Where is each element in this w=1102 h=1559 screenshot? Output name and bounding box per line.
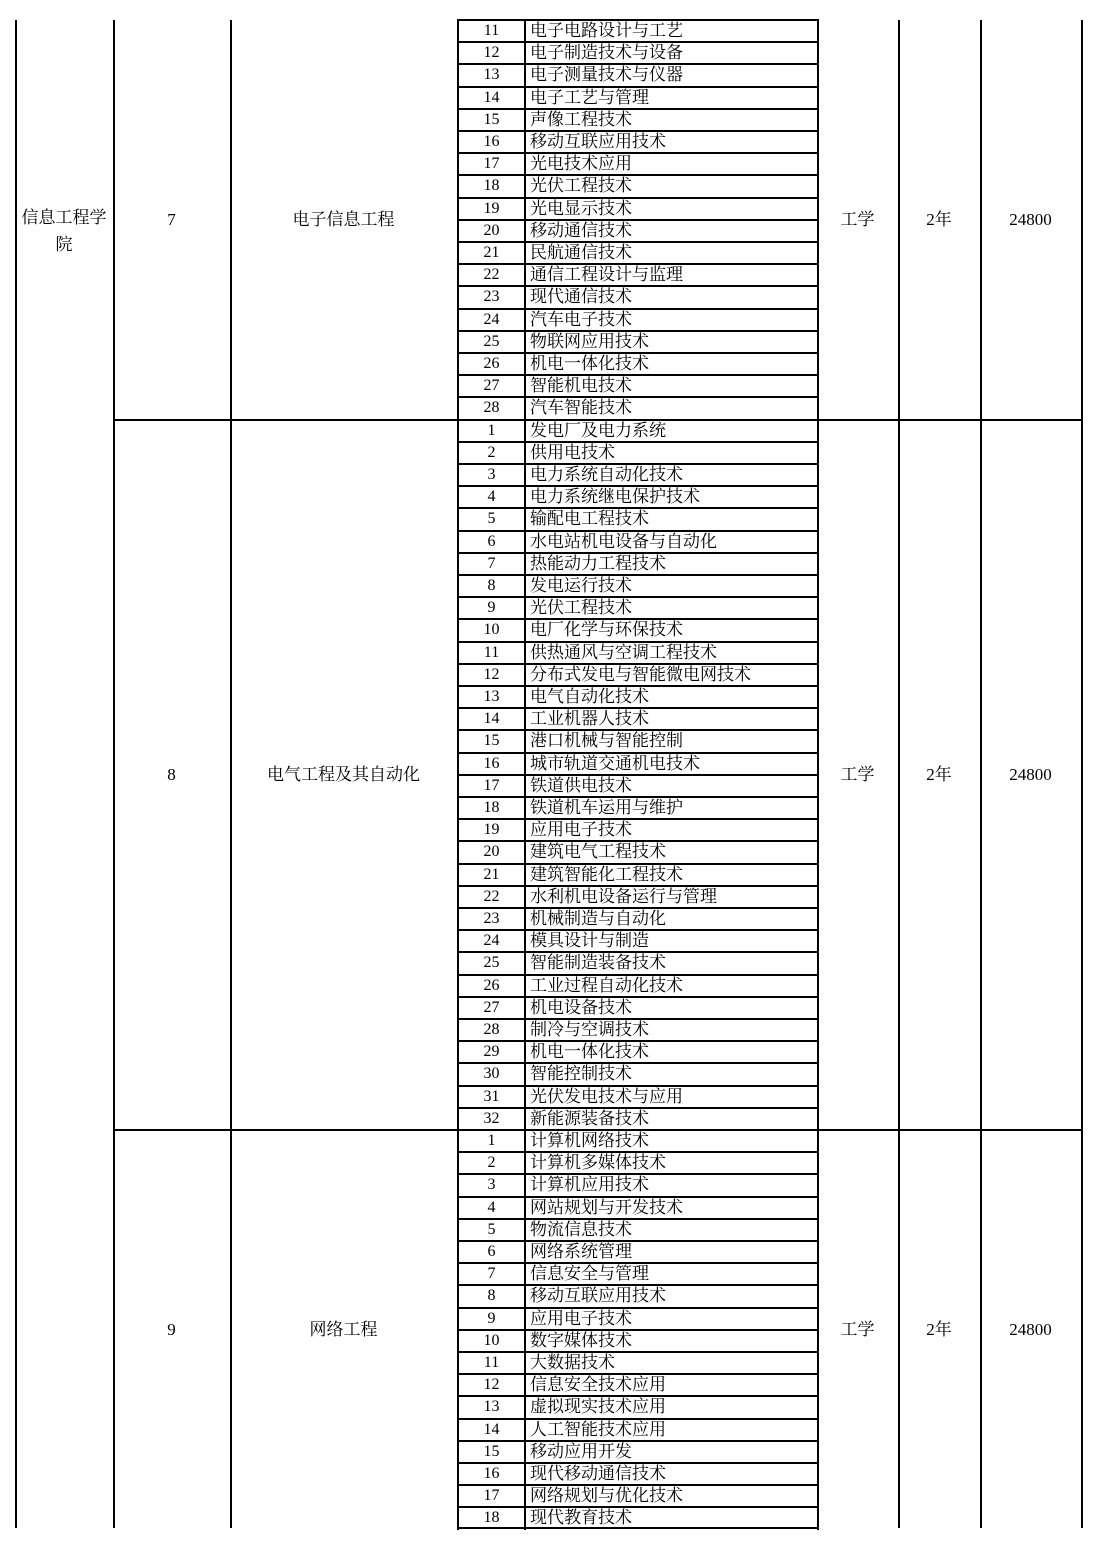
program-number: 1 bbox=[487, 1132, 496, 1150]
program-number: 14 bbox=[483, 1420, 500, 1438]
program-name: 信息安全技术应用 bbox=[530, 1375, 666, 1395]
program-name: 供热通风与空调工程技术 bbox=[530, 642, 717, 662]
program-number: 21 bbox=[483, 865, 500, 883]
program-name: 电厂化学与环保技术 bbox=[530, 620, 683, 640]
program-name: 机械制造与自动化 bbox=[530, 909, 666, 929]
program-name: 计算机多媒体技术 bbox=[530, 1153, 666, 1173]
degree-category: 工学 bbox=[840, 209, 875, 229]
program-number: 11 bbox=[483, 1354, 500, 1372]
program-number: 21 bbox=[483, 244, 500, 262]
program-name: 应用电子技术 bbox=[530, 1308, 632, 1328]
program-number: 28 bbox=[483, 399, 500, 417]
program-number: 9 bbox=[487, 599, 496, 617]
program-number: 7 bbox=[487, 554, 496, 572]
study-duration: 2年 bbox=[926, 209, 952, 229]
program-number: 8 bbox=[487, 1287, 496, 1305]
program-name: 计算机应用技术 bbox=[530, 1175, 649, 1195]
program-number: 18 bbox=[483, 177, 500, 195]
program-number: 6 bbox=[487, 532, 496, 550]
program-name: 物流信息技术 bbox=[530, 1219, 632, 1239]
program-name: 移动应用开发 bbox=[530, 1441, 632, 1461]
program-name: 通信工程设计与监理 bbox=[530, 265, 683, 285]
program-number: 12 bbox=[483, 44, 500, 62]
program-name: 水利机电设备运行与管理 bbox=[530, 886, 717, 906]
program-number: 7 bbox=[487, 1265, 496, 1283]
program-number: 31 bbox=[483, 1087, 500, 1105]
program-name: 光电显示技术 bbox=[530, 198, 632, 218]
program-number: 12 bbox=[483, 1376, 500, 1394]
program-name: 城市轨道交通机电技术 bbox=[530, 753, 700, 773]
program-name: 民航通信技术 bbox=[530, 243, 632, 263]
program-number: 5 bbox=[487, 1220, 496, 1238]
program-number: 18 bbox=[483, 799, 500, 817]
college-name: 信息工程学院 bbox=[21, 208, 107, 254]
program-name: 电子工艺与管理 bbox=[530, 87, 649, 107]
program-number: 17 bbox=[483, 776, 500, 794]
program-name: 应用电子技术 bbox=[530, 820, 632, 840]
program-number: 22 bbox=[483, 266, 500, 284]
program-number: 11 bbox=[483, 22, 500, 40]
program-name: 现代教育技术 bbox=[530, 1508, 632, 1528]
program-name: 电子电路设计与工艺 bbox=[530, 21, 683, 41]
program-name: 机电一体化技术 bbox=[530, 1042, 649, 1062]
program-name: 机电一体化技术 bbox=[530, 354, 649, 374]
program-name: 供用电技术 bbox=[530, 442, 615, 462]
program-name: 人工智能技术应用 bbox=[530, 1419, 666, 1439]
program-name: 信息安全与管理 bbox=[530, 1264, 649, 1284]
program-number: 22 bbox=[483, 887, 500, 905]
program-name: 网络规划与优化技术 bbox=[530, 1486, 683, 1506]
program-number: 23 bbox=[483, 910, 500, 928]
major-name: 电子信息工程 bbox=[292, 209, 395, 229]
program-name: 热能动力工程技术 bbox=[530, 553, 666, 573]
program-number: 17 bbox=[483, 1487, 500, 1505]
major-index: 8 bbox=[167, 764, 176, 784]
tuition-fee: 24800 bbox=[1009, 209, 1052, 229]
program-number: 2 bbox=[487, 443, 496, 461]
program-name: 建筑智能化工程技术 bbox=[530, 864, 683, 884]
program-number: 26 bbox=[483, 355, 500, 373]
program-number: 2 bbox=[487, 1154, 496, 1172]
program-number: 19 bbox=[483, 821, 500, 839]
program-number: 12 bbox=[483, 665, 500, 683]
program-name: 新能源装备技术 bbox=[530, 1108, 649, 1128]
program-name: 汽车智能技术 bbox=[530, 398, 632, 418]
program-number: 11 bbox=[483, 643, 500, 661]
program-number: 9 bbox=[487, 1309, 496, 1327]
program-number: 13 bbox=[483, 688, 500, 706]
program-name: 港口机械与智能控制 bbox=[530, 731, 683, 751]
program-name: 电子制造技术与设备 bbox=[530, 43, 683, 63]
program-name: 发电厂及电力系统 bbox=[530, 420, 666, 440]
program-number: 25 bbox=[483, 332, 500, 350]
program-name: 电力系统自动化技术 bbox=[530, 465, 683, 485]
program-name: 工业过程自动化技术 bbox=[530, 975, 683, 995]
tuition-fee: 24800 bbox=[1009, 1319, 1052, 1339]
program-number: 16 bbox=[483, 1465, 500, 1483]
major-name: 电气工程及其自动化 bbox=[267, 764, 420, 784]
program-number: 13 bbox=[483, 1398, 500, 1416]
program-number: 27 bbox=[483, 998, 500, 1016]
program-name: 物联网应用技术 bbox=[530, 331, 649, 351]
program-number: 4 bbox=[487, 488, 496, 506]
program-name: 移动互联应用技术 bbox=[530, 132, 666, 152]
program-number: 5 bbox=[487, 510, 496, 528]
program-number: 3 bbox=[487, 1176, 496, 1194]
program-number: 28 bbox=[483, 1021, 500, 1039]
program-name: 机电设备技术 bbox=[530, 997, 632, 1017]
program-number: 13 bbox=[483, 66, 500, 84]
program-number: 17 bbox=[483, 155, 500, 173]
program-number: 20 bbox=[483, 843, 500, 861]
program-name: 现代通信技术 bbox=[530, 287, 632, 307]
program-name: 现代移动通信技术 bbox=[530, 1464, 666, 1484]
program-name: 模具设计与制造 bbox=[530, 931, 649, 951]
program-name: 发电运行技术 bbox=[530, 576, 632, 596]
program-number: 26 bbox=[483, 976, 500, 994]
program-name: 铁道机车运用与维护 bbox=[530, 798, 683, 818]
program-name: 建筑电气工程技术 bbox=[530, 842, 666, 862]
study-duration: 2年 bbox=[926, 764, 952, 784]
program-name: 输配电工程技术 bbox=[530, 509, 649, 529]
program-number: 14 bbox=[483, 88, 500, 106]
program-name: 移动互联应用技术 bbox=[530, 1286, 666, 1306]
program-number: 8 bbox=[487, 577, 496, 595]
program-number: 15 bbox=[483, 1442, 500, 1460]
program-name: 数字媒体技术 bbox=[530, 1330, 632, 1350]
program-name: 分布式发电与智能微电网技术 bbox=[530, 664, 751, 684]
program-number: 18 bbox=[483, 1509, 500, 1527]
program-name: 电子测量技术与仪器 bbox=[530, 65, 683, 85]
major-index: 7 bbox=[167, 209, 176, 229]
program-number: 16 bbox=[483, 754, 500, 772]
program-table-bottom bbox=[457, 1527, 819, 1529]
program-number: 15 bbox=[483, 732, 500, 750]
column-border bbox=[15, 20, 17, 1528]
program-name: 铁道供电技术 bbox=[530, 775, 632, 795]
degree-category: 工学 bbox=[840, 1319, 875, 1339]
program-number: 25 bbox=[483, 954, 500, 972]
program-number: 23 bbox=[483, 288, 500, 306]
program-name: 光伏工程技术 bbox=[530, 176, 632, 196]
program-name: 声像工程技术 bbox=[530, 109, 632, 129]
program-name: 智能机电技术 bbox=[530, 376, 632, 396]
program-name: 电力系统继电保护技术 bbox=[530, 487, 700, 507]
tuition-fee: 24800 bbox=[1009, 764, 1052, 784]
program-name: 网站规划与开发技术 bbox=[530, 1197, 683, 1217]
program-name: 工业机器人技术 bbox=[530, 709, 649, 729]
program-name: 智能制造装备技术 bbox=[530, 953, 666, 973]
program-name: 移动通信技术 bbox=[530, 220, 632, 240]
degree-category: 工学 bbox=[840, 764, 875, 784]
program-name: 网络系统管理 bbox=[530, 1242, 632, 1262]
program-name: 光伏工程技术 bbox=[530, 598, 632, 618]
program-number: 4 bbox=[487, 1198, 496, 1216]
study-duration: 2年 bbox=[926, 1319, 952, 1339]
program-number: 30 bbox=[483, 1065, 500, 1083]
program-number: 29 bbox=[483, 1043, 500, 1061]
program-number: 15 bbox=[483, 110, 500, 128]
program-number: 10 bbox=[483, 621, 500, 639]
program-number: 19 bbox=[483, 199, 500, 217]
program-name: 光电技术应用 bbox=[530, 154, 632, 174]
major-name: 网络工程 bbox=[309, 1319, 378, 1339]
program-number: 27 bbox=[483, 377, 500, 395]
program-number: 10 bbox=[483, 1331, 500, 1349]
program-name: 制冷与空调技术 bbox=[530, 1020, 649, 1040]
program-name: 虚拟现实技术应用 bbox=[530, 1397, 666, 1417]
program-number: 3 bbox=[487, 466, 496, 484]
program-name: 汽车电子技术 bbox=[530, 309, 632, 329]
program-name: 智能控制技术 bbox=[530, 1064, 632, 1084]
program-number: 1 bbox=[487, 421, 496, 439]
program-number: 14 bbox=[483, 710, 500, 728]
column-border bbox=[1081, 20, 1083, 1528]
program-number: 24 bbox=[483, 310, 500, 328]
program-number: 20 bbox=[483, 221, 500, 239]
program-name: 大数据技术 bbox=[530, 1353, 615, 1373]
program-name: 计算机网络技术 bbox=[530, 1131, 649, 1151]
program-number: 32 bbox=[483, 1109, 500, 1127]
program-name: 水电站机电设备与自动化 bbox=[530, 531, 717, 551]
program-name: 电气自动化技术 bbox=[530, 687, 649, 707]
major-index: 9 bbox=[167, 1319, 176, 1339]
program-name: 光伏发电技术与应用 bbox=[530, 1086, 683, 1106]
program-number: 16 bbox=[483, 133, 500, 151]
program-number: 24 bbox=[483, 932, 500, 950]
program-number: 6 bbox=[487, 1243, 496, 1261]
